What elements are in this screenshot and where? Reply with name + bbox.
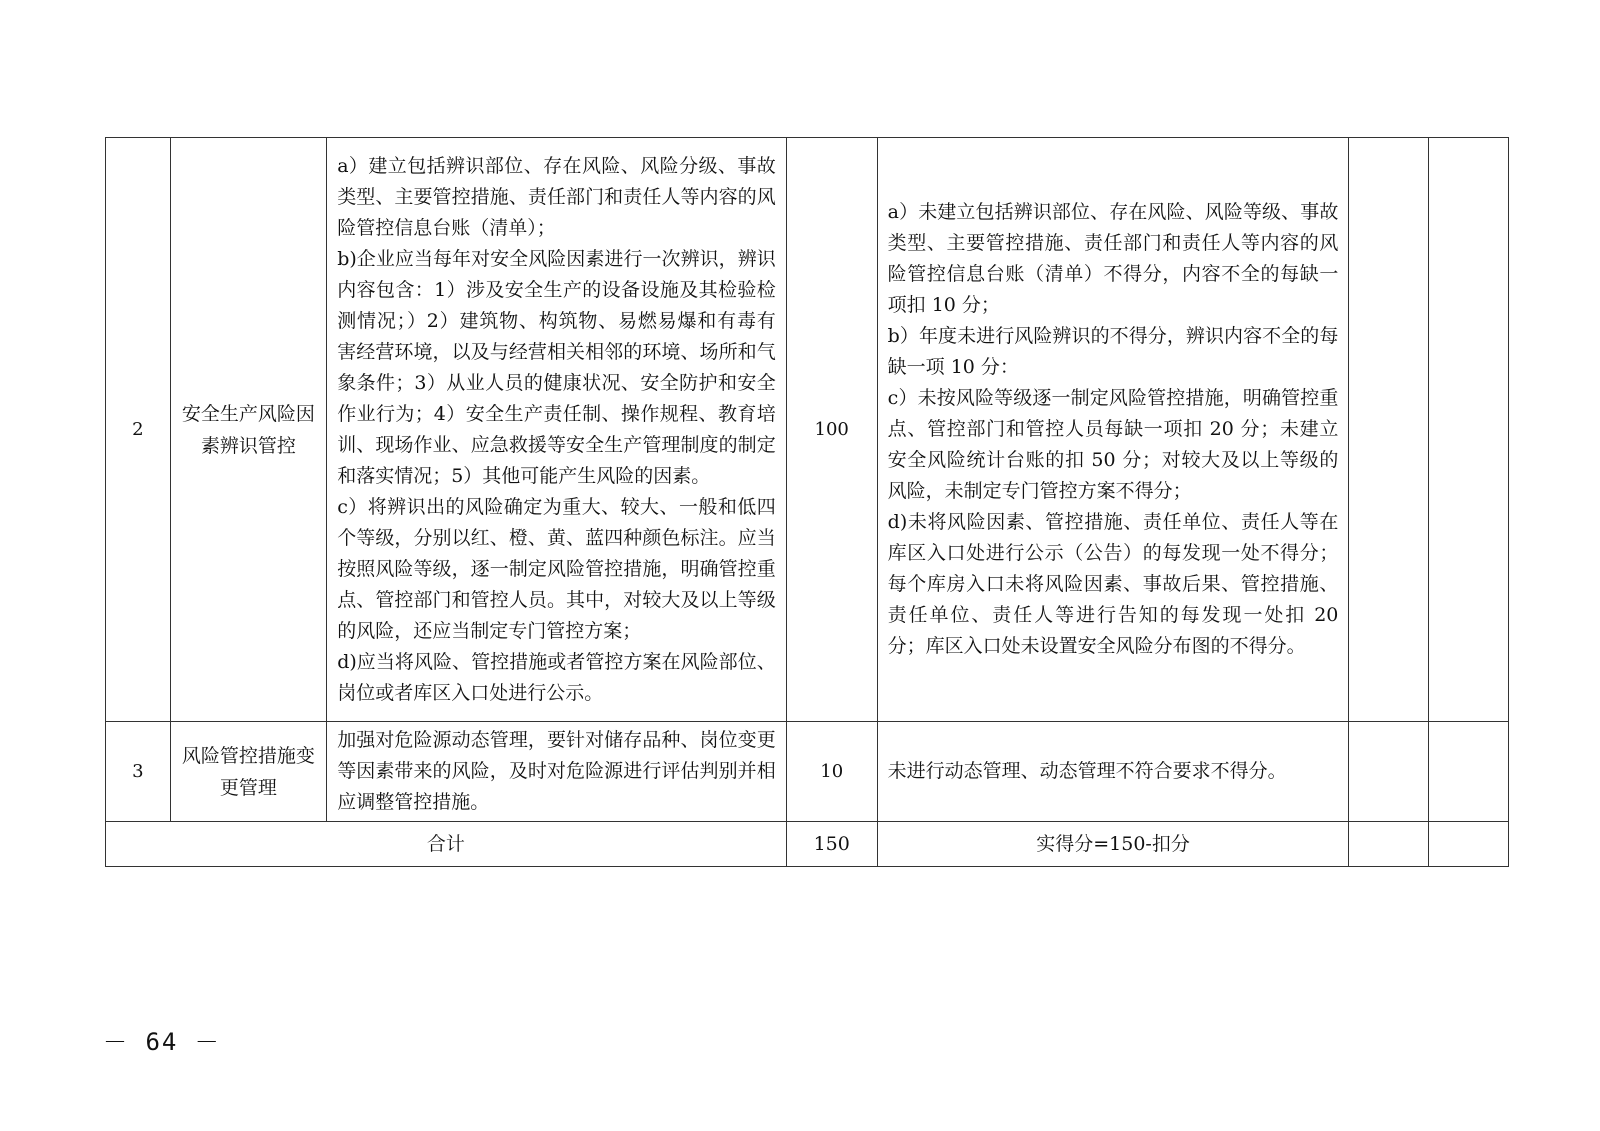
item-name: 风险管控措施变更管理 <box>170 722 327 822</box>
page-number: － 64 － <box>103 1028 221 1056</box>
standard-score: 10 <box>786 722 877 822</box>
requirement-clause-d: d)应当将风险、管控措施或者管控方案在风险部位、岗位或者库区入口处进行公示。 <box>337 650 776 704</box>
standard-score: 100 <box>786 138 877 722</box>
blank-cell-deduction <box>1349 822 1429 867</box>
requirement-clause-b: b)企业应当每年对安全风险因素进行一次辨识，辨识内容包含：1）涉及安全生产的设备设施及其检验检测情况；）2）建筑物、构筑物、易燃易爆和有毒有害经营环境，以及与经营相关相邻的环境、场所和气象条件；3）从业人员的健康状况、安全防护和安全作业行为；4）安全生产责任制、操作规程、教育培训、现场作业、应急救援等安全生产管理制度的制定和落实情况；5）其他可能产生风险的因素。 <box>337 247 776 487</box>
row-number: 3 <box>106 722 171 822</box>
total-score: 150 <box>786 822 877 867</box>
table-row-total <box>106 822 1509 867</box>
table-row-2 <box>106 138 1509 722</box>
scoring-clause-d: d)未将风险因素、管控措施、责任单位、责任人等在库区入口处进行公示（公告）的每发现一处不得分；每个库房入口未将风险因素、事故后果、管控措施、责任单位、责任人等进行告知的每发现一处扣 20 分；库区入口处未设置安全风险分布图的不得分。 <box>887 511 1339 657</box>
total-formula: 实得分=150-扣分 <box>877 822 1349 867</box>
blank-cell-remark <box>1429 722 1509 822</box>
scoring-rule <box>877 138 1349 722</box>
blank-cell-remark <box>1429 822 1509 867</box>
item-name: 安全生产风险因素辨识管控 <box>170 138 327 722</box>
scoring-clause-a: a）未建立包括辨识部位、存在风险、风险等级、事故类型、主要管控措施、责任部门和责任人等内容的风险管控信息台账（清单）不得分，内容不全的每缺一项扣 10 分； <box>887 201 1339 316</box>
table-row-3 <box>106 722 1509 822</box>
requirement-clause-c: c）将辨识出的风险确定为重大、较大、一般和低四个等级，分别以红、橙、黄、蓝四种颜色标注。应当按照风险等级，逐一制定风险管控措施，明确管控重点、管控部门和管控人员。其中，对较大及以上等级的风险，还应当制定专门管控方案； <box>337 495 776 642</box>
blank-cell-deduction <box>1349 138 1429 722</box>
blank-cell-deduction <box>1349 722 1429 822</box>
requirement-clause-a: a）建立包括辨识部位、存在风险、风险分级、事故类型、主要管控措施、责任部门和责任人等内容的风险管控信息台账（清单）； <box>337 154 776 239</box>
requirement-content <box>327 138 787 722</box>
requirement-content: 加强对危险源动态管理，要针对储存品种、岗位变更等因素带来的风险，及时对危险源进行评估判别并相应调整管控措施。 <box>327 722 787 822</box>
scoring-clause-b: b）年度未进行风险辨识的不得分，辨识内容不全的每缺一项 10 分： <box>887 325 1339 378</box>
scoring-table <box>105 137 1509 867</box>
row-number: 2 <box>106 138 171 722</box>
scoring-rule: 未进行动态管理、动态管理不符合要求不得分。 <box>877 722 1349 822</box>
scoring-clause-c: c）未按风险等级逐一制定风险管控措施，明确管控重点、管控部门和管控人员每缺一项扣 20 分；未建立安全风险统计台账的扣 50 分；对较大及以上等级的风险，未制定专门管控方案不得分； <box>887 387 1339 502</box>
total-label: 合计 <box>106 822 787 867</box>
scoring-table-container <box>105 137 1509 867</box>
blank-cell-remark <box>1429 138 1509 722</box>
